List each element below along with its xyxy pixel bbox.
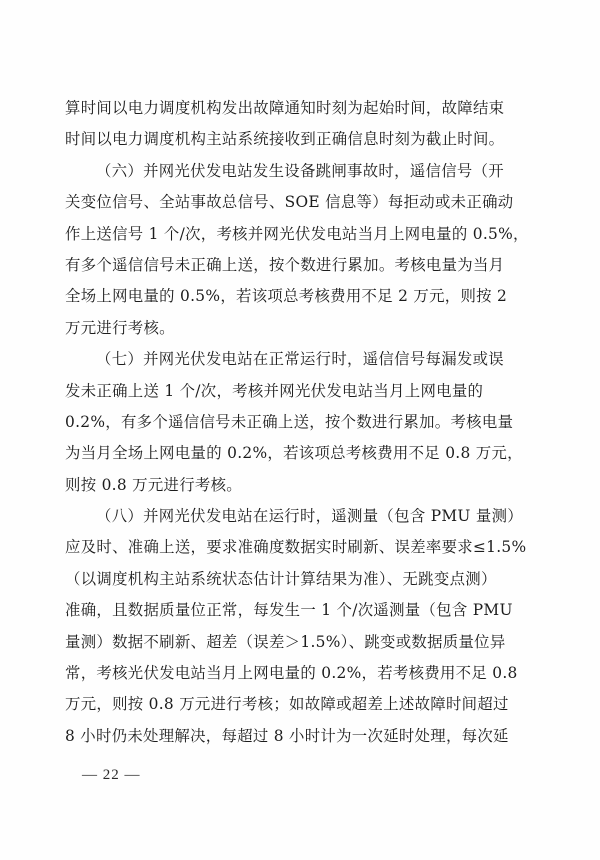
text-line: 有多个遥信信号未正确上送，按个数进行累加。考核电量为当月 <box>65 255 505 274</box>
text-line: 准确，且数据质量位正常，每发生一 1 个/次遥测量（包含 PMU <box>65 601 513 620</box>
text-line: 则按 0.8 万元进行考核。 <box>65 475 242 494</box>
text-line: 发未正确上送 1 个/次，考核并网光伏发电站当月上网电量的 <box>65 381 484 400</box>
text-line: 全场上网电量的 0.5%，若该项总考核费用不足 2 万元，则按 2 <box>65 287 508 306</box>
text-line: 常，考核光伏发电站当月上网电量的 0.2%，若考核费用不足 0.8 <box>65 664 518 683</box>
text-line: 关变位信号、全站事故总信号、SOE 信息等）每拒动或未正确动 <box>65 193 514 212</box>
text-line: 量测）数据不刷新、超差（误差＞1.5%）、跳变或数据质量位异 <box>65 632 506 651</box>
body-text <box>65 93 529 752</box>
text-line: 8 小时仍未处理解决，每超过 8 小时计为一次延时处理，每次延 <box>65 726 509 745</box>
paragraph-8-start: （八）并网光伏发电站在运行时，遥测量（包含 PMU 量测） <box>96 507 523 526</box>
paragraph-7-start: （七）并网光伏发电站在正常运行时，遥信信号每漏发或误 <box>96 350 504 369</box>
text-line: 作上送信号 1 个/次，考核并网光伏发电站当月上网电量的 0.5%， <box>65 224 529 243</box>
text-line: （以调度机构主站系统状态估计计算结果为准）、无跳变点测） <box>65 569 497 588</box>
text-line: 时间以电力调度机构主站系统接收到正确信息时刻为截止时间。 <box>65 130 505 149</box>
text-line: 应及时、准确上送，要求准确度数据实时刷新、误差率要求≤1.5% <box>65 538 527 557</box>
text-line: 算时间以电力调度机构发出故障通知时刻为起始时间，故障结束 <box>65 99 505 117</box>
text-line: 万元进行考核。 <box>65 318 175 337</box>
text-line: 0.2%，有多个遥信信号未正确上送，按个数进行累加。考核电量 <box>65 412 514 431</box>
text-line: 万元，则按 0.8 万元进行考核；如故障或超差上述故障时间超过 <box>65 695 509 714</box>
text-line: 为当月全场上网电量的 0.2%，若该项总考核费用不足 0.8 万元， <box>65 444 523 463</box>
page-number: — 22 — <box>82 767 141 783</box>
paragraph-6-start: （六）并网光伏发电站发生设备跳闸事故时，遥信信号（开 <box>96 161 504 180</box>
